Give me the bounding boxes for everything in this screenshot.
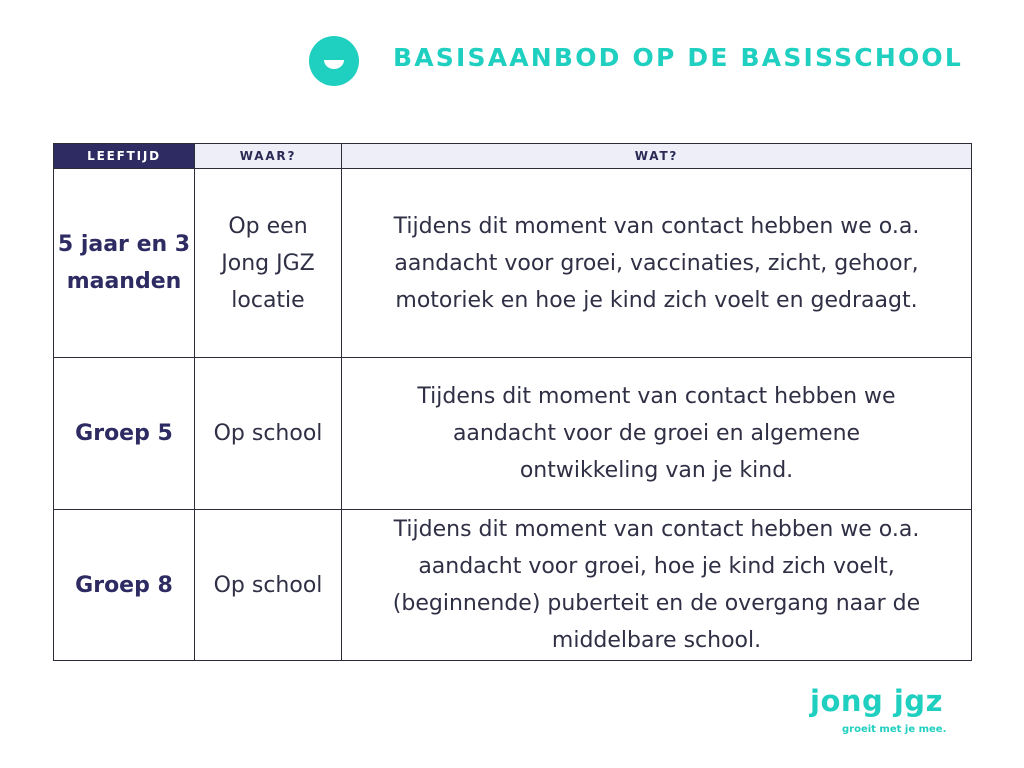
cell-line: aandacht voor groei, vaccinaties, zicht, gehoor, [394,250,919,276]
cell-line: ontwikkeling van je kind. [519,458,794,483]
row-waar [195,358,342,510]
row-wat [342,169,972,358]
row-waar [195,510,342,661]
cell-line: Op een [228,213,308,239]
cell-line: aandacht voor groei, hoe je kind zich voelt, [418,554,895,579]
jong-jgz-logo [808,684,948,740]
table-row [54,358,972,510]
table-row [54,510,972,661]
smile-circle-icon [309,36,359,86]
row-waar [195,169,342,358]
cell-line: Tijdens dit moment van contact hebben we [417,384,896,409]
page-title: BASISAANBOD OP DE BASISSCHOOL [393,43,964,72]
cell-line: Jong JGZ [221,250,315,276]
cell-line: motoriek en hoe je kind zich voelt en gedraagt. [395,287,918,313]
cell-line: Tijdens dit moment van contact hebben we o.a. [393,517,920,542]
logo-wordmark: jong jgz [810,684,943,718]
row-leeftijd [54,358,195,510]
cell-line: aandacht voor de groei en algemene [452,421,861,446]
table-header-row [54,144,972,169]
cell-line: Tijdens dit moment van contact hebben we o.a. [393,213,920,239]
info-table [53,143,972,661]
table-row [54,169,972,358]
cell-line: middelbare school. [551,628,762,653]
cell-line: locatie [231,287,305,313]
cell-line: (beginnende) puberteit en de overgang naar de [392,591,921,616]
cell-line: 5 jaar en 3 [57,232,191,257]
row-leeftijd [54,510,195,661]
column-header-waar: WAAR? [195,144,342,169]
column-header-leeftijd: LEEFTIJD [54,144,195,169]
column-header-wat: WAT? [342,144,972,169]
cell-line: maanden [66,269,182,294]
cell-line: Op school [213,572,323,598]
row-wat [342,510,972,661]
row-wat [342,358,972,510]
logo-tagline: groeit met je mee. [842,724,947,735]
cell-line: Groep 8 [75,572,173,598]
cell-line: Op school [213,421,323,446]
cell-line: Groep 5 [75,421,173,446]
row-leeftijd [54,169,195,358]
